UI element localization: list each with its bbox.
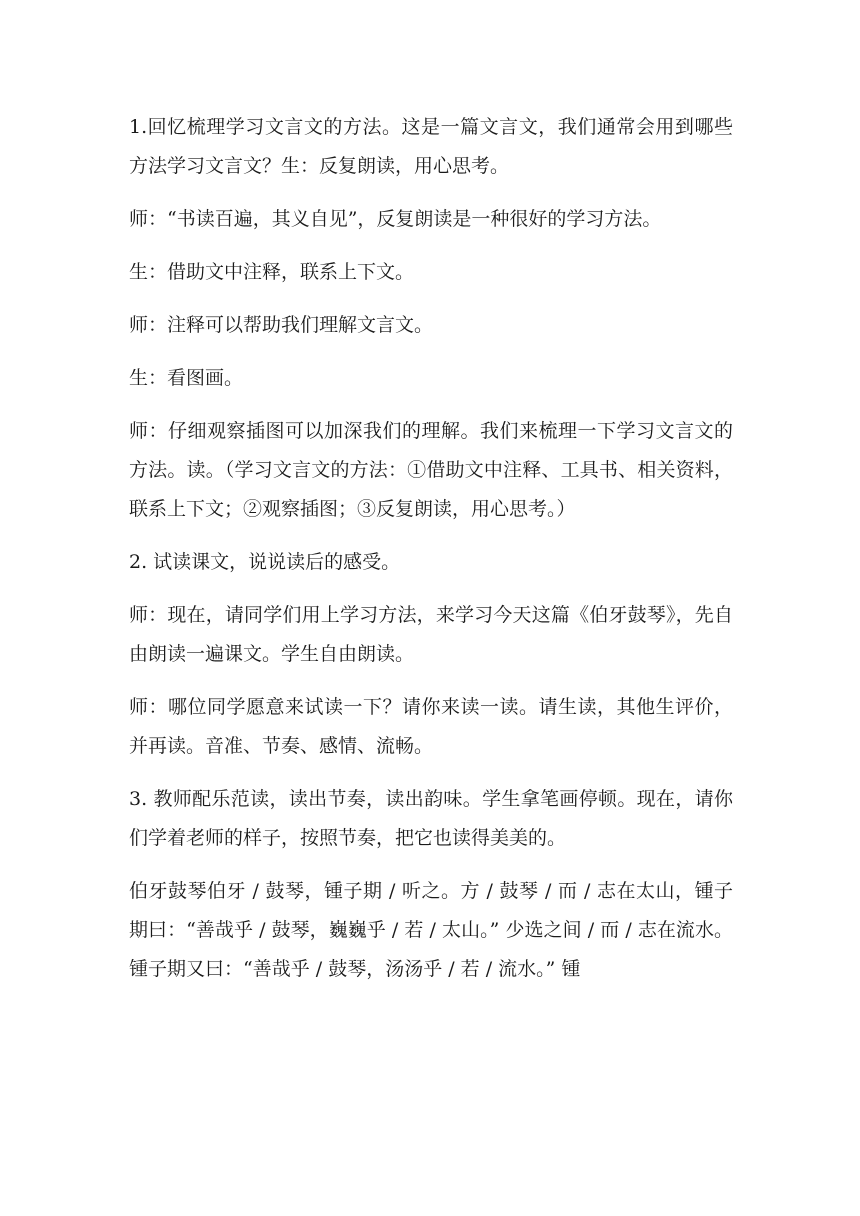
document-page	[129, 108, 733, 1003]
paragraph-teacher-notes: 师：注释可以帮助我们理解文言文。	[129, 314, 434, 336]
paragraph-trial-reading: 2. 试读课文，说说读后的感受。	[129, 551, 401, 573]
paragraph-text-with-pauses: 伯牙鼓琴伯牙 / 鼓琴，锺子期 / 听之。方 / 鼓琴 / 而 / 志在太山，锺子期曰：“善哉乎 / 鼓琴，巍巍乎 / 若 / 太山。” 少选之间 / 而 / 志在流水。锺子期又曰：“善哉乎 / 鼓琴，汤汤乎 / 若 / 流水。” 锺	[129, 880, 733, 980]
paragraph-teacher-reading: 师：“书读百遍，其义自见”，反复朗读是一种很好的学习方法。	[129, 208, 662, 230]
paragraph-teacher-illustration: 师：仔细观察插图可以加深我们的理解。我们来梳理一下学习文言文的方法。读。（学习文言文的方法：①借助文中注释、工具书、相关资料，联系上下文；②观察插图；③反复朗读，用心思考。）	[129, 420, 733, 520]
paragraph-student-notes: 生：借助文中注释，联系上下文。	[129, 261, 415, 283]
paragraph-volunteer-reading: 师：哪位同学愿意来试读一下？请你来读一读。请生读，其他生评价，并再读。音准、节奏、感情、流畅。	[129, 696, 733, 757]
paragraph-free-reading: 师：现在，请同学们用上学习方法，来学习今天这篇《伯牙鼓琴》，先自由朗读一遍课文。学生自由朗读。	[129, 604, 733, 665]
paragraph-method-review: 1.回忆梳理学习文言文的方法。这是一篇文言文，我们通常会用到哪些方法学习文言文？生：反复朗读，用心思考。	[129, 116, 733, 177]
paragraph-model-reading: 3. 教师配乐范读，读出节奏，读出韵味。学生拿笔画停顿。现在，请你们学着老师的样子，按照节奏，把它也读得美美的。	[129, 788, 733, 849]
paragraph-student-pictures: 生：看图画。	[129, 367, 244, 389]
